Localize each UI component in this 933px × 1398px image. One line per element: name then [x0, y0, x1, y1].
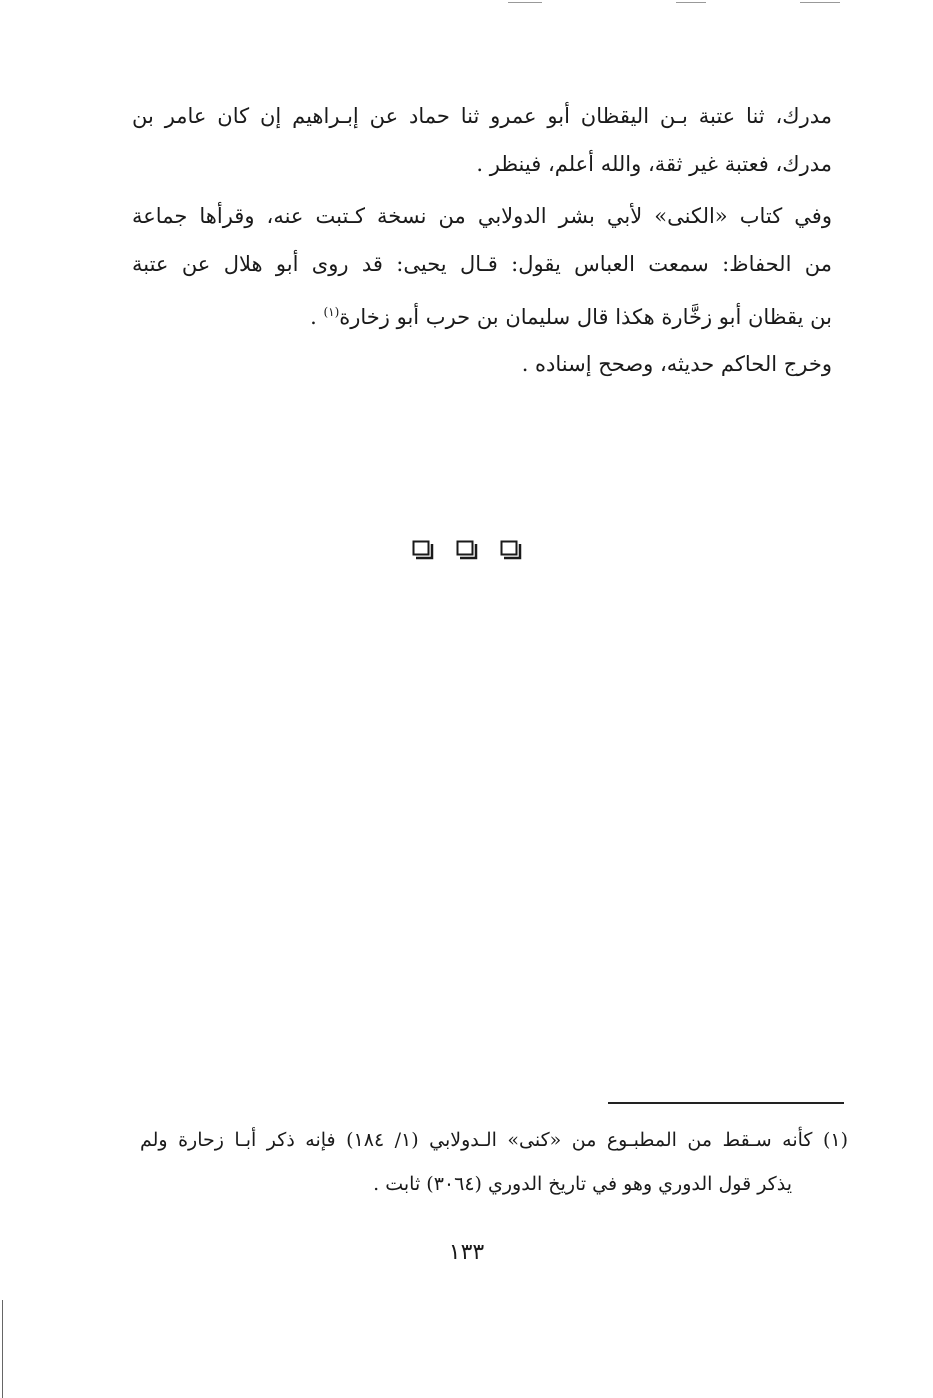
page-number: ١٣٣: [448, 1240, 485, 1265]
scan-top-marks: [0, 2, 933, 6]
line-end-period: .: [310, 305, 324, 329]
footnote-divider: [608, 1102, 844, 1104]
text-line: وفي كتاب «الكنى» لأبي بشر الدولابي من نسخة كـتبت عنه، وقرأها جماعة: [132, 204, 832, 228]
text-line: بن يقظان أبو زخَّارة هكذا قال سليمان بن حرب أبو زخارة: [339, 305, 832, 329]
footnote-reference[interactable]: (١): [323, 305, 340, 319]
text-line: مدرك، ثنا عتبة بـن اليقظان أبو عمرو ثنا حماد عن إبـراهيم إن كان عامر بن: [132, 104, 832, 128]
text-line: مدرك، فعتبة غير ثقة، والله أعلم، فينظر .: [476, 152, 832, 176]
text-line-with-footnote: [132, 288, 832, 336]
footnote-line: يذكر قول الدوري وهو في تاريخ الدوري (٣٠٦٤) ثابت .: [373, 1173, 792, 1195]
box-icon: [412, 540, 434, 560]
scan-mark: [508, 2, 542, 3]
footnotes: [140, 1118, 848, 1206]
footnote-line: (١) كأنه سـقط من المطبـوع من «كنى» الـدولابي (١/ ١٨٤) فإنه ذكر أبـا زحارة ولم: [140, 1129, 848, 1151]
scan-mark: [676, 2, 706, 3]
text-line: من الحفاظ: سمعت العباس يقول: قـال يحيى: قد روى أبو هلال عن عتبة: [132, 252, 832, 276]
scan-mark: [800, 2, 840, 3]
text-line: وخرج الحاكم حديثه، وصحح إسناده .: [521, 352, 832, 376]
section-separator: [0, 540, 933, 560]
page-edge: [2, 1300, 3, 1398]
box-icon: [456, 540, 478, 560]
main-text: [132, 92, 832, 388]
box-icon: [500, 540, 522, 560]
